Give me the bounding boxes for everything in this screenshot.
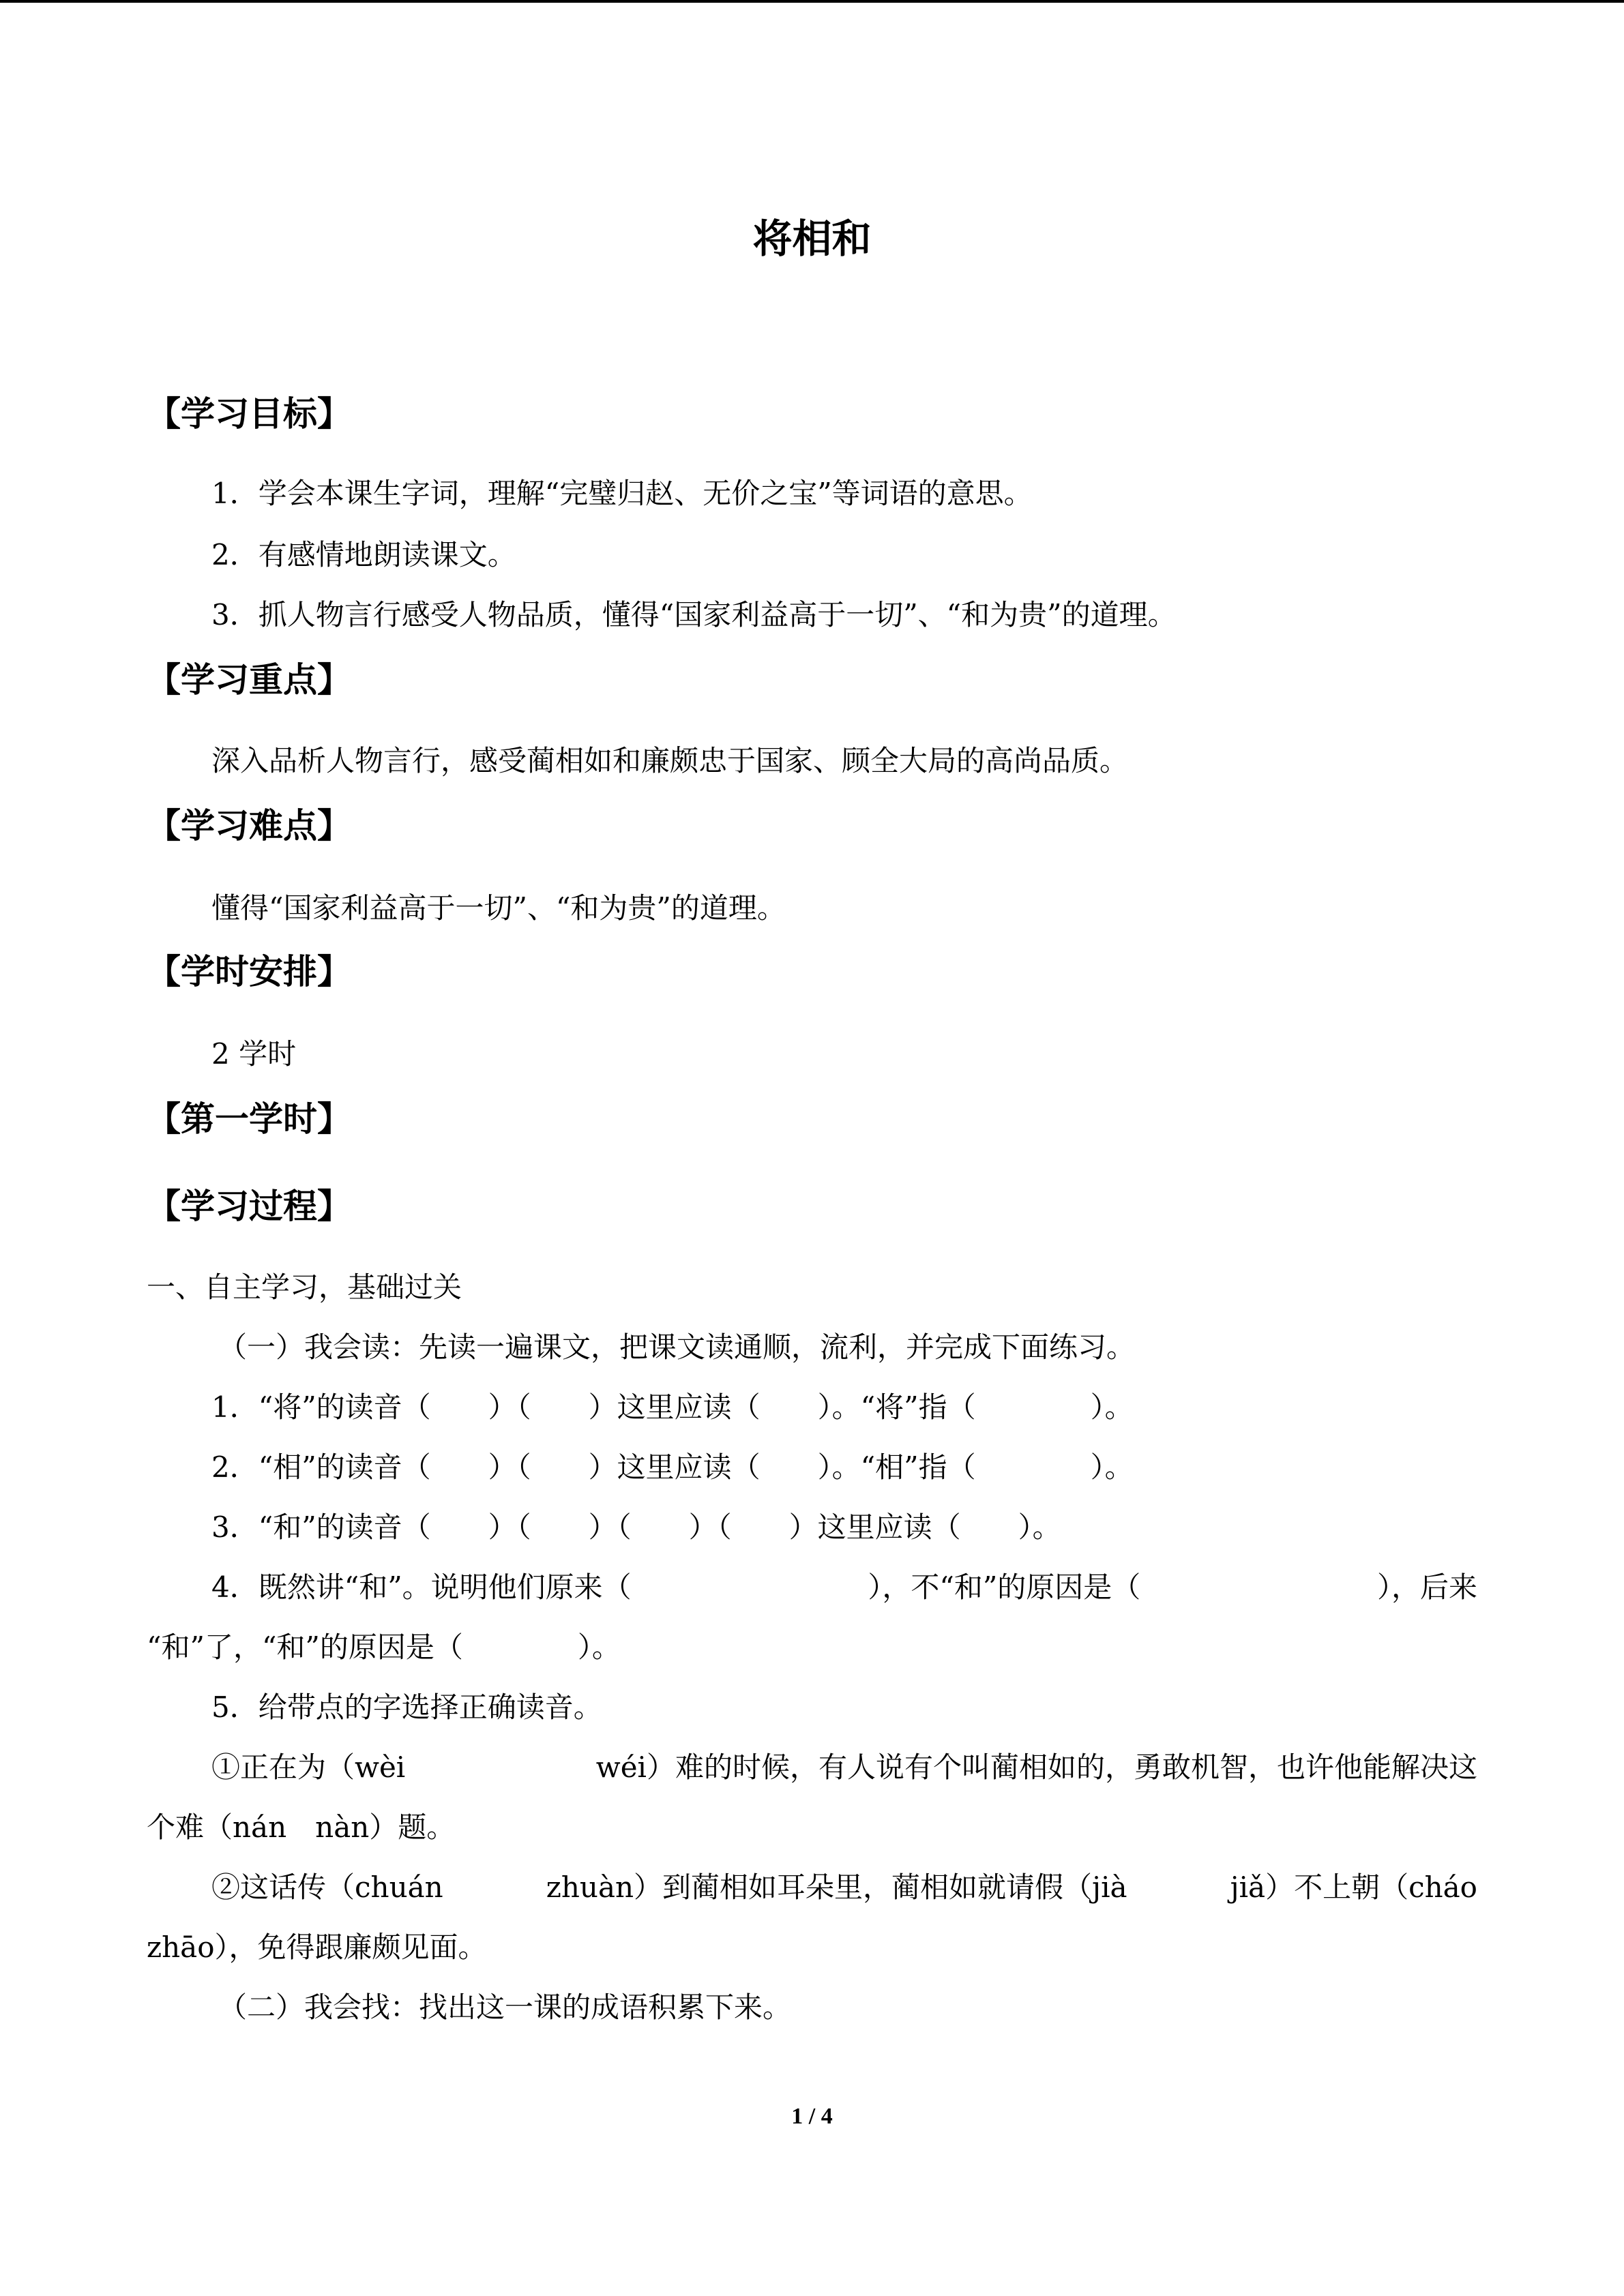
question-5b-part-3: jiǎ）不上朝（cháo <box>1230 1870 1477 1904</box>
objective-item-3: 3．抓人物言行感受人物品质，懂得“国家利益高于一切”、“和为贵”的道理。 <box>211 598 1177 631</box>
question-1: 1．“将”的读音（ ）（ ）这里应读（ ）。“将”指（ ）。 <box>211 1390 1134 1424</box>
objective-item-2: 2．有感情地朗读课文。 <box>211 538 516 571</box>
schedule-text: 2 学时 <box>211 1037 297 1071</box>
document-title: 将相和 <box>752 215 872 262</box>
question-5a-line-1 <box>211 1747 1477 1788</box>
first-period-heading: 【第一学时】 <box>147 1099 351 1139</box>
question-5b-part-1: ②这话传（chuán <box>211 1870 443 1904</box>
objectives-heading: 【学习目标】 <box>147 394 351 434</box>
question-4-line-1 <box>211 1567 1477 1608</box>
part1-intro: （一）我会读：先读一遍课文，把课文读通顺，流利，并完成下面练习。 <box>218 1330 1136 1364</box>
question-5a-part-2: wéi）难的时候，有人说有个叫蔺相如的，勇敢机智，也许他能解决这 <box>595 1750 1477 1784</box>
question-3: 3．“和”的读音（ ）（ ）（ ）（ ）这里应读（ ）。 <box>211 1510 1061 1544</box>
question-5: 5．给带点的字选择正确读音。 <box>211 1690 602 1724</box>
key-points-text: 深入品析人物言行，感受蔺相如和廉颇忠于国家、顾全大局的高尚品质。 <box>211 744 1129 777</box>
objective-item-1: 1．学会本课生字词，理解“完璧归赵、无价之宝”等词语的意思。 <box>211 477 1033 510</box>
part1-title: 一、自主学习，基础过关 <box>147 1270 462 1304</box>
top-border-rule <box>0 0 1624 3</box>
question-5a-part-1: ①正在为（wèi <box>211 1750 406 1784</box>
difficulties-text: 懂得“国家利益高于一切”、“和为贵”的道理。 <box>211 891 786 925</box>
question-4-line-2: “和”了，“和”的原因是（ ）。 <box>147 1630 621 1664</box>
question-4-part-1: 4．既然讲“和”。说明他们原来（ <box>211 1570 632 1604</box>
question-5b-part-2: zhuàn）到蔺相如耳朵里，蔺相如就请假（jià <box>546 1870 1127 1904</box>
question-2: 2．“相”的读音（ ）（ ）这里应读（ ）。“相”指（ ）。 <box>211 1450 1134 1484</box>
part2-intro: （二）我会找：找出这一课的成语积累下来。 <box>218 1991 792 2024</box>
page-number: 1 / 4 <box>791 2104 833 2129</box>
question-5a-line-2: 个难（nán nàn）题。 <box>147 1810 456 1844</box>
difficulties-heading: 【学习难点】 <box>147 806 351 846</box>
schedule-heading: 【学时安排】 <box>147 952 351 992</box>
question-5b-line-1 <box>211 1867 1477 1908</box>
key-points-heading: 【学习重点】 <box>147 660 351 700</box>
question-4-part-3: ），后来 <box>1376 1570 1477 1604</box>
question-5b-line-2: zhāo），免得跟廉颇见面。 <box>147 1930 487 1964</box>
process-heading: 【学习过程】 <box>147 1187 351 1226</box>
question-4-part-2: ），不“和”的原因是（ <box>868 1570 1141 1604</box>
